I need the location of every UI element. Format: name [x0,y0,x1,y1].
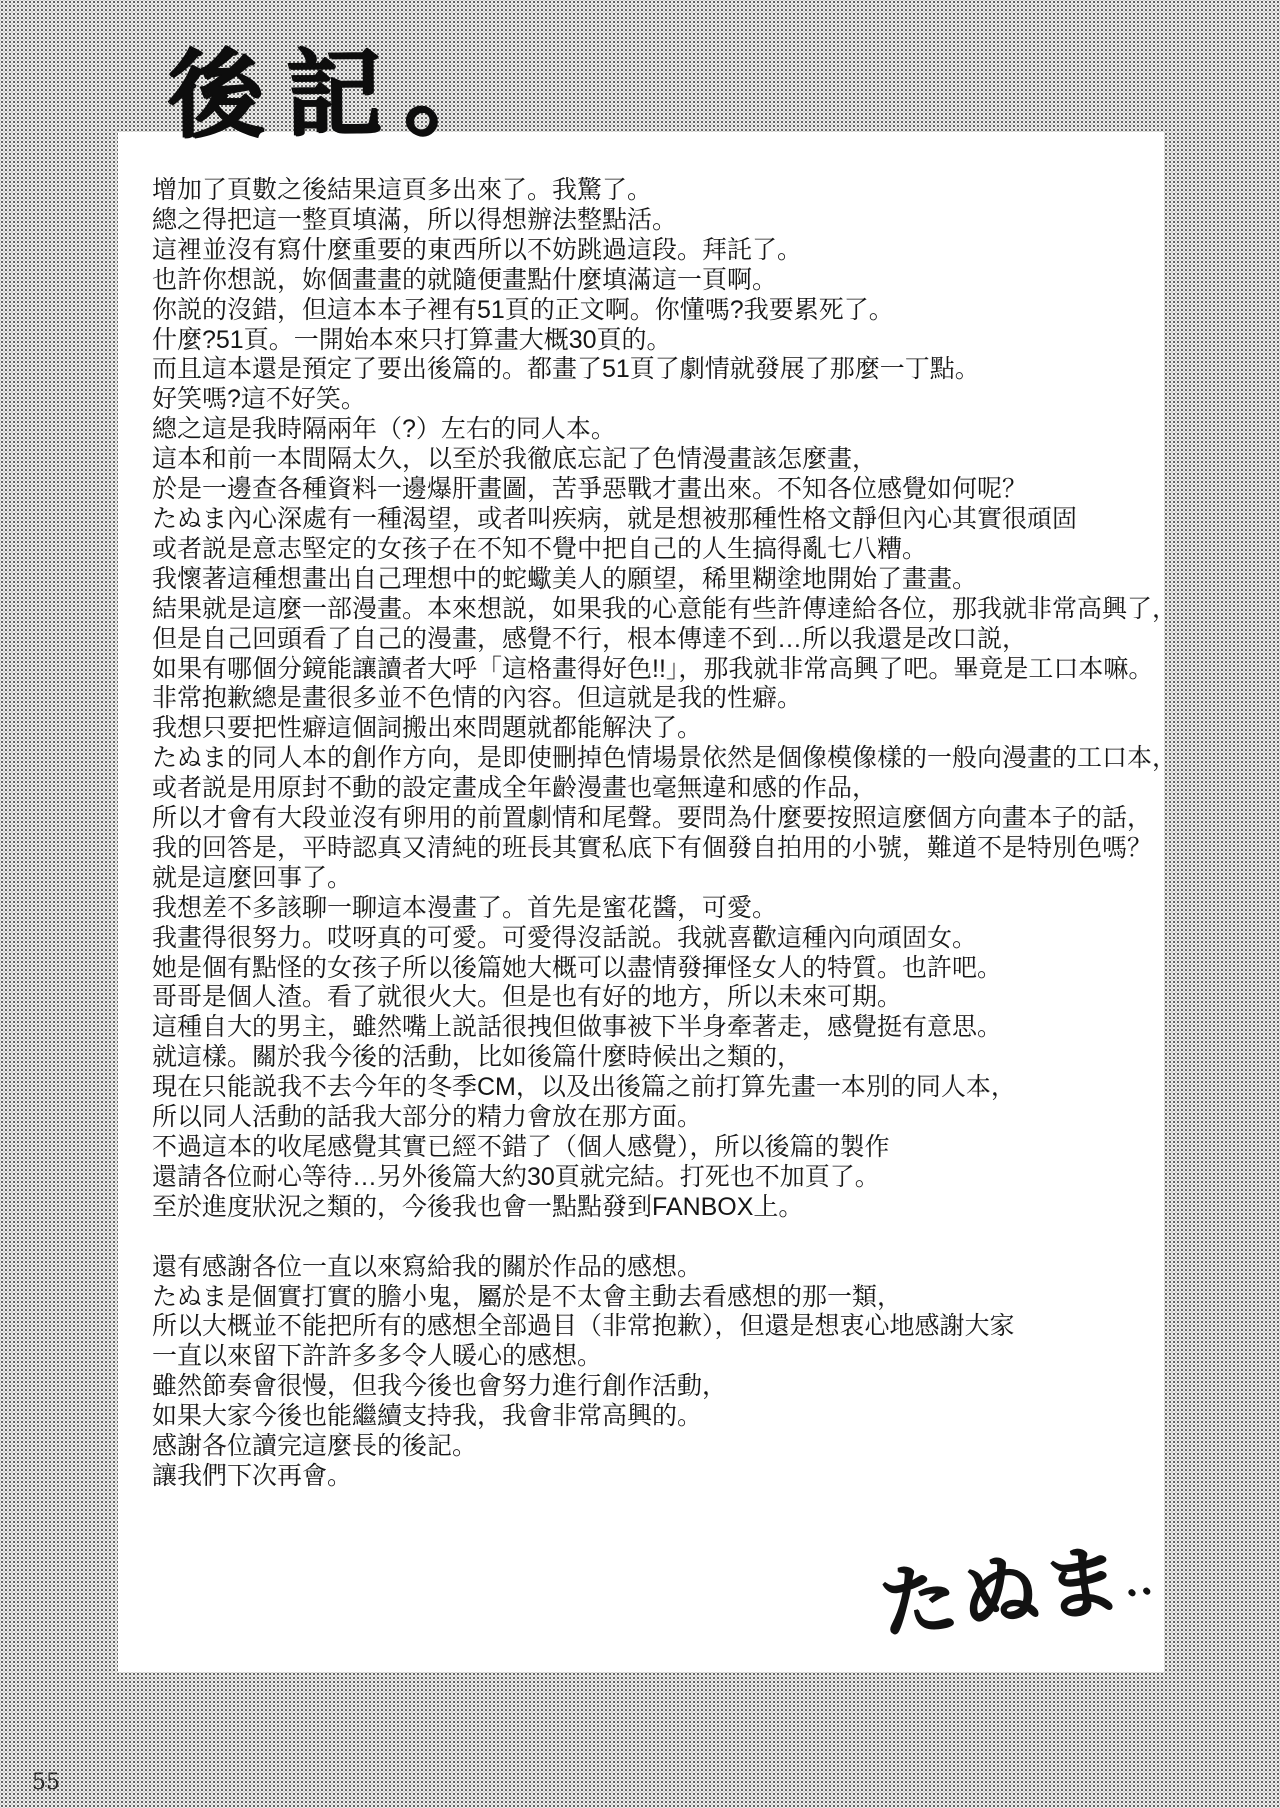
body-line: 我想只要把性癖這個詞搬出來問題就都能解決了。 [152,714,703,743]
body-line: 這本和前一本間隔太久，以至於我徹底忘記了色情漫畫該怎麼畫， [152,445,878,474]
body-line: 但是自己回頭看了自己的漫畫，感覺不行，根本傳達不到…所以我還是改口説， [152,624,1028,653]
body-line: 所以同人活動的話我大部分的精力會放在那方面。 [152,1103,703,1132]
body-line: 或者説是用原封不動的設定畫成全年齡漫畫也毫無違和感的作品， [152,774,878,803]
body-line: 如果大家今後也能繼續支持我，我會非常高興的。 [152,1402,703,1431]
body-line: 而且這本還是預定了要出後篇的。都畫了51頁了劇情就發展了那麼一丁點。 [152,355,980,384]
page-title: 後記。 [167,35,523,152]
signature-dots: .. [1122,1561,1157,1605]
body-line: 雖然節奏會很慢，但我今後也會努力進行創作活動， [152,1372,728,1401]
body-line: たぬま的同人本的創作方向，是即使刪掉色情場景依然是個像模像樣的一般向漫畫的工口本， [152,744,1178,773]
body-line: 增加了頁數之後結果這頁多出來了。我驚了。 [152,176,653,204]
body-line [152,1223,1152,1253]
body-line: 她是個有點怪的女孩子所以後篇她大概可以盡情發揮怪女人的特質。也許吧。 [152,953,1003,982]
body-line: 或者説是意志堅定的女孩子在不知不覺中把自己的人生搞得亂七八糟。 [152,534,928,563]
body-line: 讓我們下次再會。 [152,1461,353,1490]
body-line: 我懷著這種想畫出自己理想中的蛇蠍美人的願望，稀里糊塗地開始了畫畫。 [152,564,978,593]
body-line: 現在只能説我不去今年的冬季CM，以及出後篇之前打算先畫一本別的同人本， [152,1073,1016,1102]
body-line: 還有感謝各位一直以來寫給我的關於作品的感想。 [152,1252,703,1281]
body-line: 我畫得很努力。哎呀真的可愛。可愛得沒話説。我就喜歡這種內向頑固女。 [152,923,978,952]
signature-text: たぬま [874,1533,1129,1651]
page-number: 55 [32,1770,60,1795]
body-line: 我想差不多該聊一聊這本漫畫了。首先是蜜花醬，可愛。 [152,893,778,922]
body-line: 好笑嗎?這不好笑。 [152,385,366,414]
body-line: 於是一邊查各種資料一邊爆肝畫圖，苦爭惡戰才畫出來。不知各位感覺如何呢？ [152,475,1028,504]
body-line: 至於進度狀況之類的，今後我也會一點點發到FANBOX上。 [152,1192,804,1221]
body-line: 你説的沒錯，但這本本子裡有51頁的正文啊。你懂嗎?我要累死了。 [152,295,894,324]
body-line: 感謝各位讀完這麼長的後記。 [152,1432,478,1461]
body-line: 這種自大的男主，雖然嘴上説話很拽但做事被下半身牽著走，感覺挺有意思。 [152,1013,1003,1042]
body-line: 如果有哪個分鏡能讓讀者大呼「這格畫得好色!!」，那我就非常高興了吧。畢竟是工口本嘛。 [152,654,1154,683]
body-line: 總之這是我時隔兩年（?）左右的同人本。 [152,415,616,444]
afterword-body-text [152,176,1178,1492]
body-line: 就這樣。關於我今後的活動，比如後篇什麼時候出之類的， [152,1043,803,1072]
body-line: 總之得把這一整頁填滿，所以得想辦法整點活。 [152,205,678,234]
body-line: 哥哥是個人渣。看了就很火大。但是也有好的地方，所以未來可期。 [152,983,903,1012]
body-line: 這裡並沒有寫什麼重要的東西所以不妨跳過這段。拜託了。 [152,235,803,264]
body-line: 一直以來留下許許多多令人暖心的感想。 [152,1342,603,1371]
body-line: 非常抱歉總是畫很多並不色情的內容。但這就是我的性癖。 [152,684,803,713]
body-line: 結果就是這麼一部漫畫。本來想説，如果我的心意能有些許傳達給各位，那我就非常高興了， [152,594,1178,623]
body-line: 所以大概並不能把所有的感想全部過目（非常抱歉），但還是想衷心地感謝大家 [152,1312,1015,1341]
body-line: 還請各位耐心等待…另外後篇大約30頁就完結。打死也不加頁了。 [152,1162,880,1191]
body-line: 也許你想説，妳個畫畫的就隨便畫點什麼填滿這一頁啊。 [152,265,778,294]
body-line: 我的回答是，平時認真又清純的班長其實私底下有個發自拍用的小號，難道不是特別色嗎？ [152,833,1153,862]
body-line: 就是這麼回事了。 [152,863,353,892]
body-line: たぬま是個實打實的膽小鬼，屬於是不太會主動去看感想的那一類， [152,1282,903,1311]
body-line: 什麼?51頁。一開始本來只打算畫大概30頁的。 [152,325,672,354]
body-line: 所以才會有大段並沒有卵用的前置劇情和尾聲。要問為什麼要按照這麼個方向畫本子的話， [152,804,1153,833]
body-line: 不過這本的收尾感覺其實已經不錯了（個人感覺），所以後篇的製作 [152,1133,890,1161]
body-line: たぬま內心深處有一種渴望，或者叫疾病，就是想被那種性格文靜但內心其實很頑固 [152,504,1078,533]
